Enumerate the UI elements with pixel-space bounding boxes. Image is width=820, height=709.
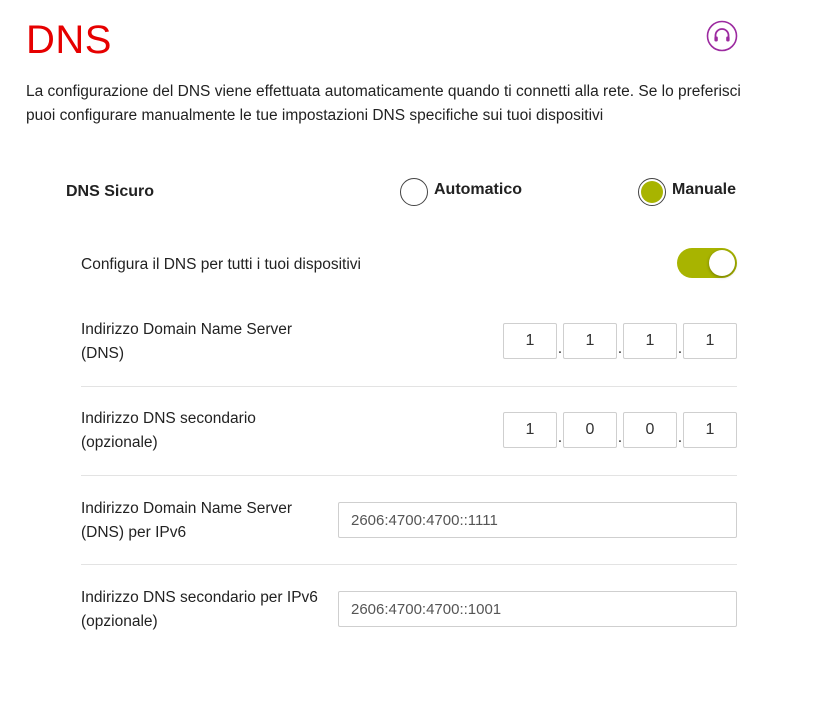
ip-separator: .: [617, 429, 623, 446]
secondary-dns-label: [81, 407, 256, 455]
radio-automatico[interactable]: [400, 178, 522, 206]
radio-automatico-label: Automatico: [434, 181, 522, 198]
primary-dns-label-line1: Indirizzo Domain Name Server: [81, 321, 293, 338]
secondary-dns-octet-3[interactable]: 0: [623, 412, 677, 448]
divider: [81, 564, 737, 565]
primary-ipv6-label: [81, 497, 292, 545]
ip-separator: .: [557, 340, 563, 357]
toggle-knob: [709, 250, 735, 276]
divider: [81, 475, 737, 476]
headset-help-icon[interactable]: [706, 20, 738, 52]
primary-dns-octet-1[interactable]: 1: [503, 323, 557, 359]
secondary-dns-ip: [503, 412, 737, 448]
primary-dns-label: [81, 318, 292, 366]
primary-ipv6-label-line1: Indirizzo Domain Name Server: [81, 500, 293, 517]
radio-manuale-label: Manuale: [672, 181, 737, 198]
page-description: La configurazione del DNS viene effettuata automaticamente quando ti connetti alla rete. Se lo preferisci puoi configurare manualmente le tue impostazioni DNS specifiche sui tuoi dispositivi: [26, 83, 741, 124]
secondary-ipv6-label-line1: Indirizzo DNS secondario per IPv6: [81, 589, 318, 606]
secondary-dns-octet-2[interactable]: 0: [563, 412, 617, 448]
secondary-ipv6-label-line2: (opzionale): [81, 613, 158, 630]
configure-all-label: Configura il DNS per tutti i tuoi dispositivi: [81, 256, 361, 273]
ip-separator: .: [677, 340, 683, 357]
page-title: DNS: [26, 18, 112, 62]
secondary-dns-octet-4[interactable]: 1: [683, 412, 737, 448]
secondary-dns-label-line2: (opzionale): [81, 434, 158, 451]
ip-separator: .: [617, 340, 623, 357]
secondary-dns-label-line1: Indirizzo DNS secondario: [81, 410, 256, 427]
radio-manuale-circle[interactable]: [638, 178, 666, 206]
primary-ipv6-input[interactable]: [338, 502, 737, 538]
primary-dns-label-line2: (DNS): [81, 345, 125, 362]
primary-dns-octet-4[interactable]: 1: [683, 323, 737, 359]
dns-sicuro-label: DNS Sicuro: [66, 183, 155, 200]
secondary-dns-octet-1[interactable]: 1: [503, 412, 557, 448]
ip-separator: .: [677, 429, 683, 446]
primary-ipv6-label-line2: (DNS) per IPv6: [81, 524, 187, 541]
primary-dns-octet-3[interactable]: 1: [623, 323, 677, 359]
ip-separator: .: [557, 429, 563, 446]
primary-dns-octet-2[interactable]: 1: [563, 323, 617, 359]
radio-manuale[interactable]: [638, 178, 736, 206]
primary-dns-ip: [503, 323, 737, 359]
secondary-ipv6-label: [81, 586, 318, 634]
divider: [81, 386, 737, 387]
radio-automatico-circle[interactable]: [400, 178, 428, 206]
configure-all-toggle[interactable]: [677, 248, 737, 278]
secondary-ipv6-input[interactable]: [338, 591, 737, 627]
